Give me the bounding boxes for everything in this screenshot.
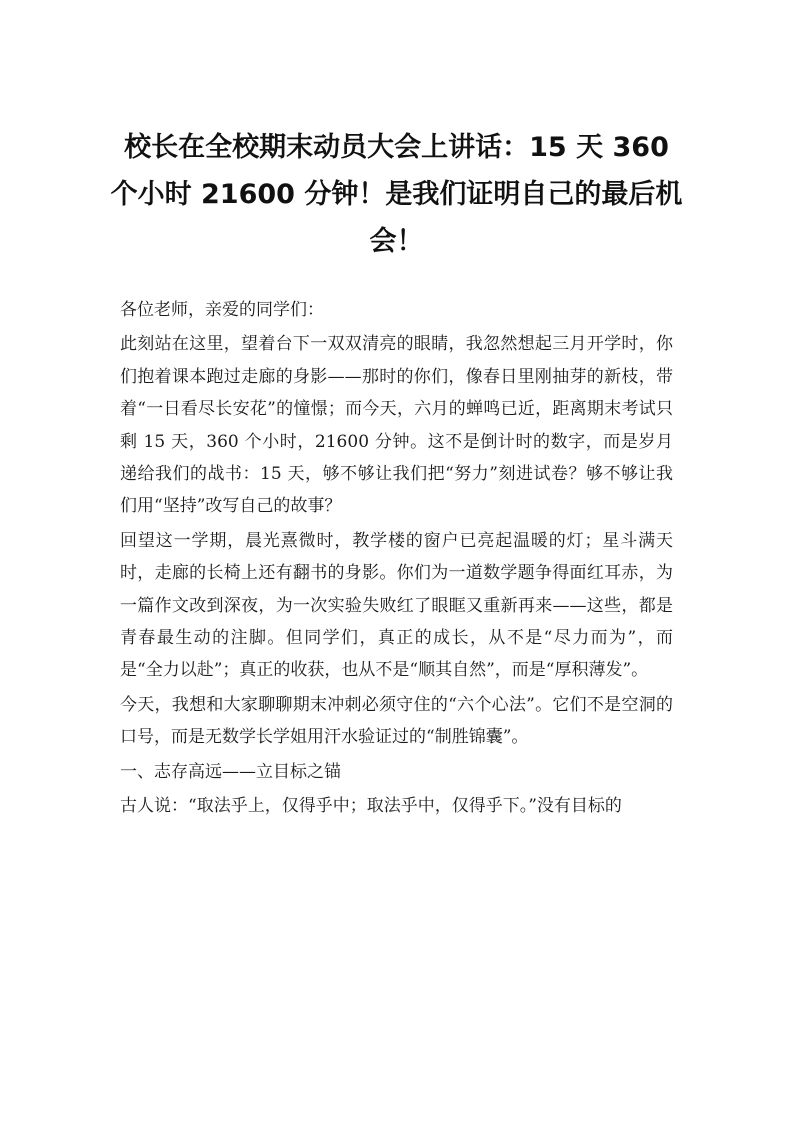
section-heading: 一、志存高远——立目标之锚 [120, 761, 341, 782]
body-paragraph: 此刻站在这里，望着台下一双双清亮的眼睛，我忽然想起三月开学时，你们抱着课本跑过走廊的身影——那时的你们，像春日里刚抽芽的新枝，带着“一日看尽长安花”的憧憬；而今天，六月的蝉鸣已近，距离期末考试只剩 15 天，360 个小时，21600 分钟。这不是倒计时的数字，而是岁月递给我们的战书：15 天，够不够让我们把“努力”刻进试卷？够不够让我们用“坚持”改写自己的故事？ [120, 334, 673, 517]
body-paragraph: 今天，我想和大家聊聊期末冲刺必须守住的“六个心法”。它们不是空洞的口号，而是无数学长学姐用汗水验证过的“制胜锦囊”。 [120, 694, 673, 748]
document-body [120, 294, 673, 825]
document-title: 校长在全校期末动员大会上讲话：15 天 360 个小时 21600 分钟！是我们证明自己的最后机会！ [110, 132, 683, 257]
body-paragraph: 古人说：“取法乎上，仅得乎中；取法乎中，仅得乎下。”没有目标的 [120, 796, 622, 817]
salutation-paragraph: 各位老师，亲爱的同学们： [120, 300, 324, 320]
body-paragraph: 回望这一学期，晨光熹微时，教学楼的窗户已亮起温暖的灯；星斗满天时，走廊的长椅上还有翻书的身影。你们为一道数学题争得面红耳赤，为一篇作文改到深夜，为一次实验失败红了眼眶又重新再来——这些，都是青春最生动的注脚。但同学们，真正的成长，从不是“尽力而为”，而是“全力以赴”；真正的收获，也从不是“顺其自然”，而是“厚积薄发”。 [120, 530, 673, 681]
